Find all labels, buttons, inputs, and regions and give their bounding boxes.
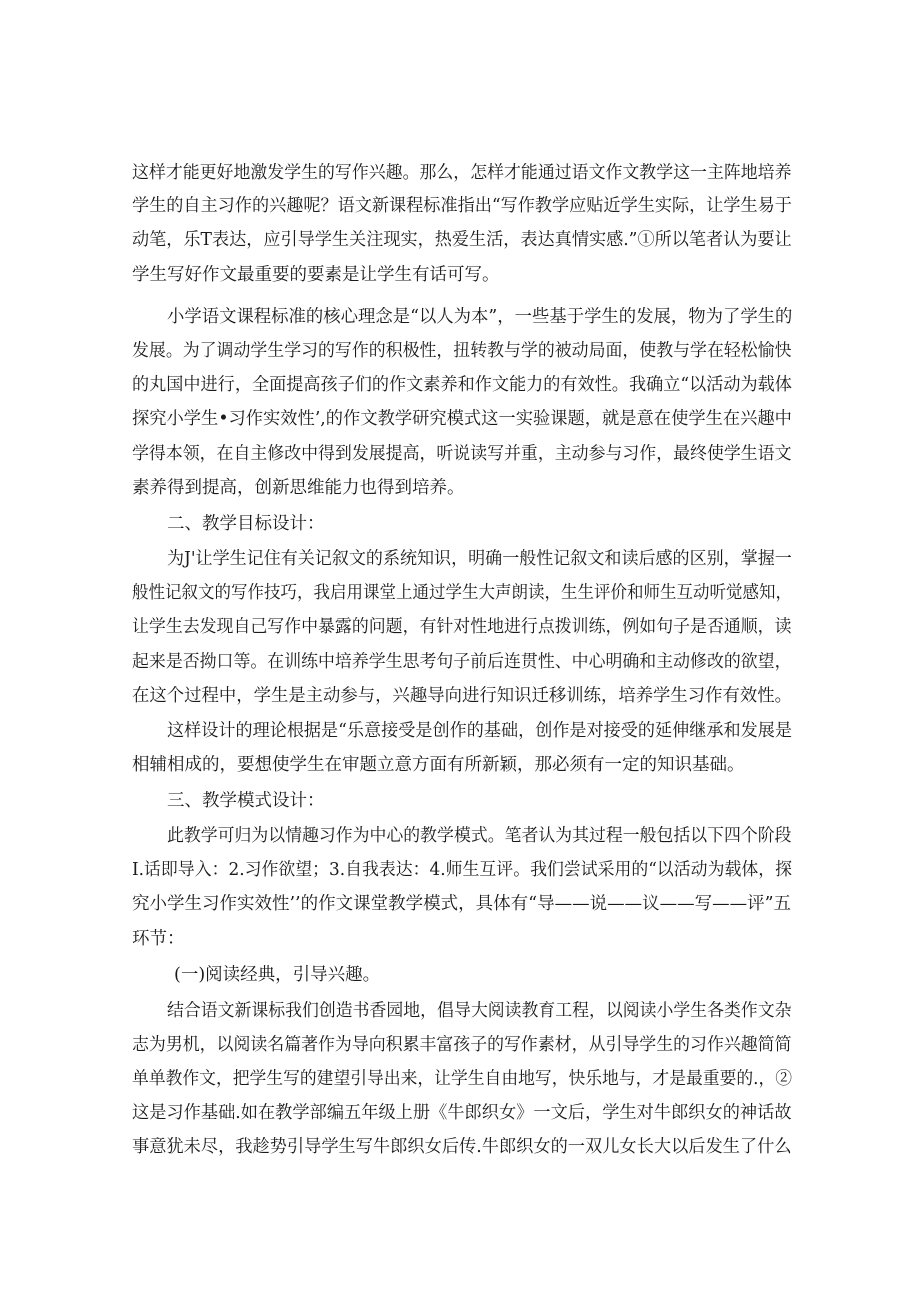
text-line: 这是习作基础.如在教学部编五年级上册《牛郎织女》一文后，学生对牛郎织女的神话故 (132, 1103, 792, 1123)
text-line: 般性记叙文的写作技巧，我启用课堂上通过学生大声朗读，生生评价和师生互动听觉感知， (132, 583, 793, 603)
text-line: 事意犹未尽，我趁势引导学生写牛郎织女后传.牛郎织女的一双儿女长大以后发生了什么 (132, 1137, 792, 1157)
text-line: 究小学生习作实效性’’的作文课堂教学模式，具体有“导——说——议——写——评”五 (132, 894, 792, 914)
text-line: 起来是否拗口等。在训练中培养学生思考句子前后连贯性、中心明确和主动修改的欲望， (132, 652, 792, 672)
text-line: 学生写好作文最重要的要素是让学生有话可写。 (132, 265, 500, 285)
text-line: 这样才能更好地激发学生的写作兴趣。那么，怎样才能通过语文作文教学这一主阵地培养 (132, 163, 792, 183)
text-line: 素养得到提高，创新思维能力也得到培养。 (132, 478, 465, 498)
paragraph-first-line: 此教学可归为以情趣习作为中心的教学模式。笔者认为其过程一般包括以下四个阶段 (167, 826, 792, 846)
subsection-heading-1: (一)阅读经典，引导兴趣。 (174, 965, 381, 985)
text-line: 的丸国中进行，全面提高孩子们的作文素养和作文能力的有效性。我确立“以活动为载体 (132, 375, 792, 395)
text-line: 学得本领，在自主修改中得到发展提高，听说读写并重，主动参与习作，最终使学生语文 (132, 444, 792, 464)
text-line: 学生的自主习作的兴趣呢？语文新课程标准指出“写作教学应贴近学生实际，让学生易于 (132, 196, 792, 216)
text-line: 让学生去发现自己写作中暴露的问题，有针对性地进行点拨训练，例如句子是否通顺，读 (132, 617, 792, 637)
text-line: 环节： (132, 929, 185, 949)
text-line: 发展。为了调动学生学习的写作的积极性，扭转教与学的被动局面，使教与学在轻松愉快 (132, 341, 792, 361)
section-heading-2: 二、教学目标设计： (167, 514, 325, 534)
paragraph-first-line: 这样设计的理论根据是“乐意接受是创作的基础，创作是对接受的延伸继承和发展是 (167, 721, 792, 741)
text-line: 在这个过程中，学生是主动参与，兴趣导向进行知识迁移训练，培养学生习作有效性。 (132, 686, 793, 706)
text-line: 单单教作文，把学生写的建望引导出来，让学生自由地写，快乐地与，才是最重要的.，② (132, 1069, 793, 1089)
paragraph-first-line: 结合语文新课标我们创造书香园地，倡导大阅读教育工程，以阅读小学生各类作文杂 (167, 1001, 792, 1021)
text-line: 探究小学生•习作实效性’,的作文教学研究模式这一实验课题，就是意在使学生在兴趣中 (132, 409, 792, 429)
text-line: 志为男机，以阅读名篇著作为导向积累丰富孩子的写作素材，从引导学生的习作兴趣简简 (132, 1035, 792, 1055)
text-line: 相辅相成的，要想使学生在审题立意方面有所新颖，那必须有一定的知识基础。 (132, 755, 745, 775)
section-heading-3: 三、教学模式设计： (167, 791, 325, 811)
text-line: 动笔，乐T表达，应引导学生关注现实，热爱生活，表达真情实感.”①所以笔者认为要让 (132, 230, 792, 250)
paragraph-first-line: 小学语文课程标准的核心理念是“以人为本”，一些基于学生的发展，物为了学生的 (167, 307, 793, 327)
text-line: I.话即导入：2.习作欲望；3.自我表达：4.师生互评。我们尝试采用的“以活动为载体，探 (132, 860, 793, 880)
paragraph-first-line: 为J'让学生记住有关记叙文的系统知识，明确一般性记叙文和读后感的区别，掌握一 (167, 549, 792, 569)
